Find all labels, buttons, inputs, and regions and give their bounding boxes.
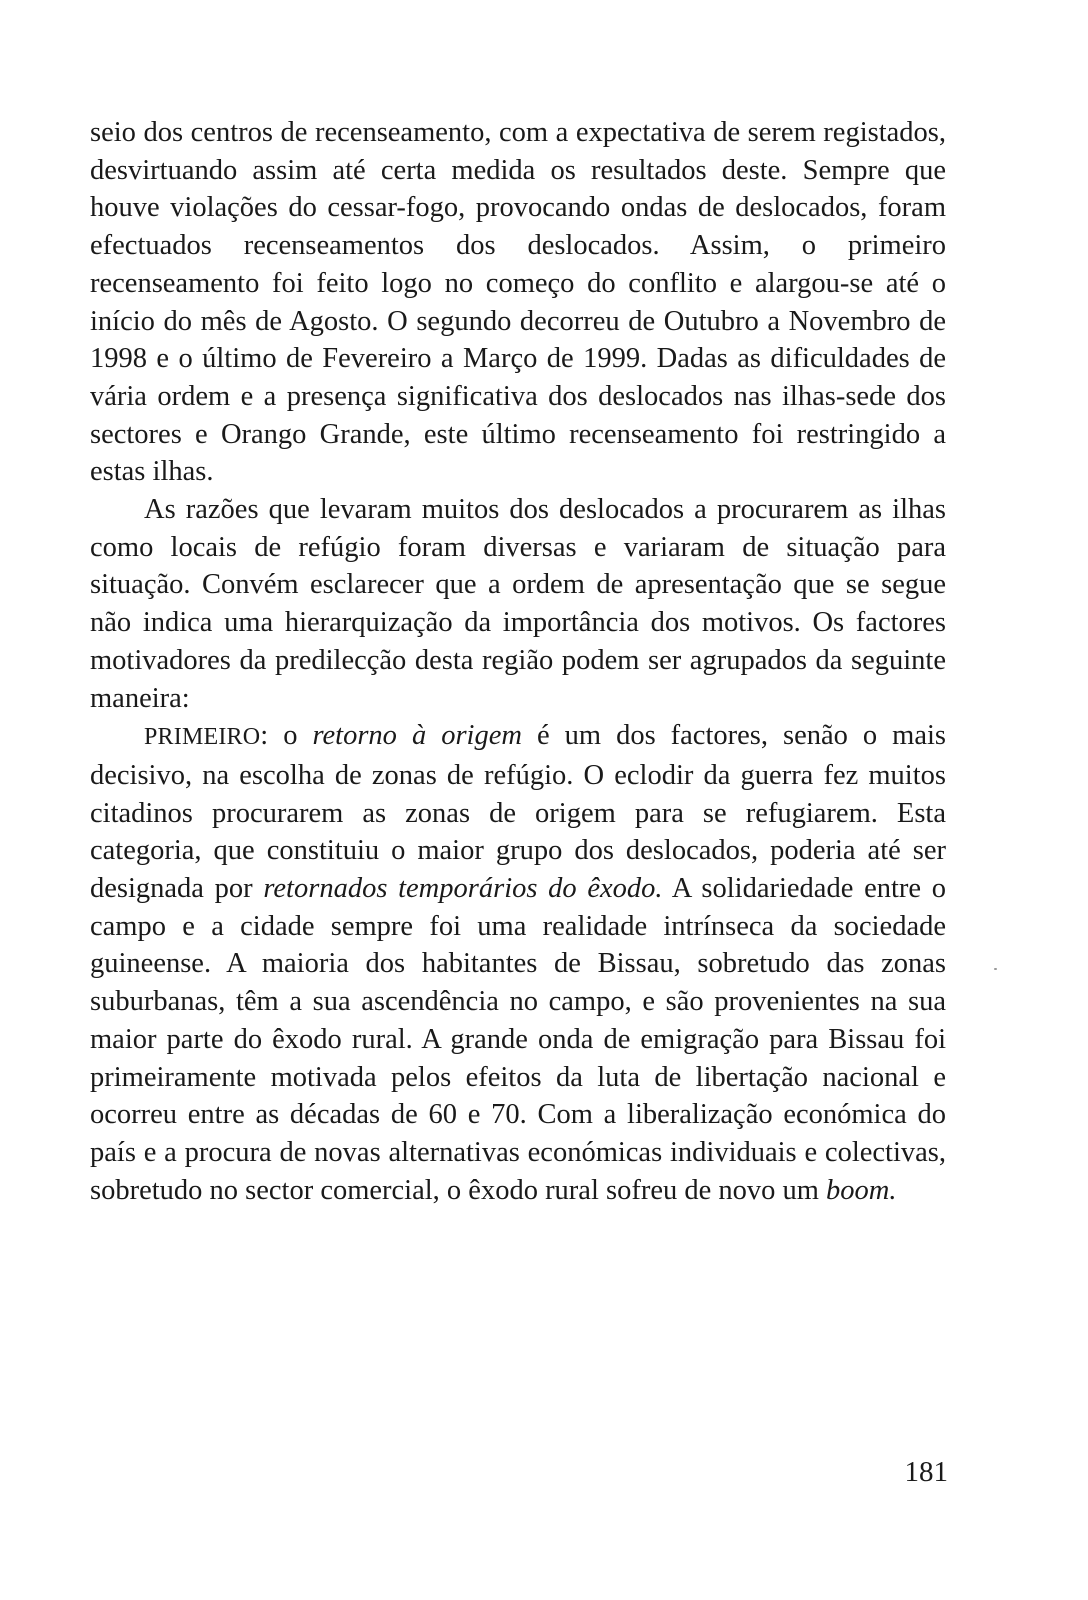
italic-term: boom.	[826, 1174, 897, 1206]
text-segment: seio dos centros de recenseamento, com a expectativa de serem registados, desvirtuando assim até certa medida os resultados deste. Sempre que houve violações do cessar-fogo, provocando ondas de deslocados, foram efectuados recenseamentos dos deslocados. Assim, o primeiro recenseamento foi feito logo no começo do conflito e alargou-se até o início do mês de Agosto. O segundo decorreu de Outubro a Novembro de 1998 e o último de Fevereiro a Março de 1999. Dadas as dificuldades de vária ordem e a presença significativa dos deslocados nas ilhas-sede dos sectores e Orango Grande, este último recenseamento foi restringido a estas ilhas.	[90, 117, 946, 488]
paragraph	[90, 114, 946, 491]
italic-term: retorno à origem	[312, 720, 522, 752]
body-text	[90, 114, 946, 1209]
lead-word: PRIMEIRO	[144, 724, 261, 751]
paragraph	[90, 717, 946, 1209]
scan-speck	[994, 968, 997, 970]
italic-term: retornados temporários do êxodo.	[263, 873, 663, 905]
text-segment: A solidariedade entre o campo e a cidade sempre foi uma realidade intrínseca da sociedade guineense. A maioria dos habitantes de Bissau, sobretudo das zonas suburbanas, têm a sua ascendência no campo, e são provenientes na sua maior parte do êxodo rural. A grande onda de emigração para Bissau foi primeiramente motivada pelos efeitos da luta de libertação nacional e ocorreu entre as décadas de 60 e 70. Com a liberalização económica do país e a procura de novas alternativas económicas individuais e colectivas, sobretudo no sector comercial, o êxodo rural sofreu de novo um	[90, 873, 946, 1206]
text-segment: : o	[260, 720, 313, 752]
text-segment: é um dos factores, senão o mais decisivo, na escolha de zonas de refúgio. O eclodir da guerra fez muitos citadinos procurarem as zonas de origem para se refugiarem. Esta categoria, que constituiu o maior grupo dos deslocados, poderia até ser designada por	[90, 720, 946, 905]
text-segment: As razões que levaram muitos dos deslocados a procurarem as ilhas como locais de refúgio foram diversas e variaram de situação para situação. Convém esclarecer que a ordem de apresentação que se segue não indica uma hierarquização da importância dos motivos. Os factores motivadores da predilecção desta região podem ser agrupados da seguinte maneira:	[90, 494, 946, 714]
paragraph	[90, 491, 946, 717]
page-number: 181	[904, 1456, 948, 1488]
